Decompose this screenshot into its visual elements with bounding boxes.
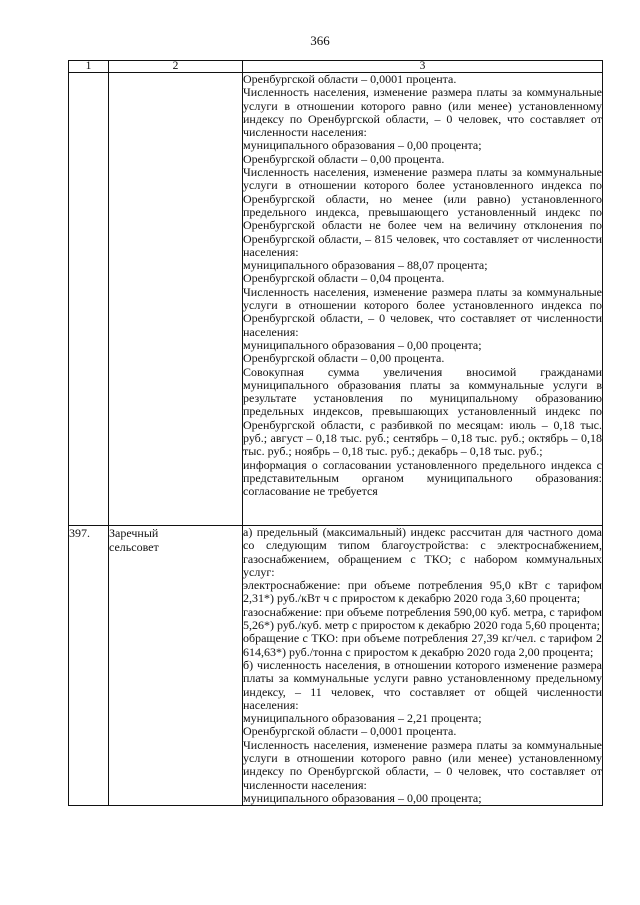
table-header-row [69,61,603,73]
text-line: Оренбургской области – 0,0001 процента. [243,724,457,739]
paragraph: Совокупная сумма увеличения вносимой гражданами муниципального образования платы за коммунальные услуги в результате установления по муниципальному образованию предельных индексов, превышающих установленный индекс по Оренбургской области, с разбивкой по месяцам: июль – 0,18 тыс. руб.; август – 0,18 тыс. руб.; сентябрь – 0,18 тыс. руб.; октябрь – 0,18 тыс. руб.; ноябрь – 0,18 тыс. руб.; декабрь – 0,18 тыс. руб.; [243,364,602,459]
paragraph: б) численность населения, в отношении которого изменение размера платы за коммунальные услуги равно установленному предельному индексу, – 11 человек, что составляет от общей численности населения: [243,657,602,712]
text-line: муниципального образования – 0,00 процента; [243,337,482,352]
text-line: Оренбургской области – 0,00 процента. [243,151,445,166]
column-header: 3 [243,61,603,73]
row-content-cell [243,73,603,526]
row-number-cell: 397. [69,526,109,806]
table-row [69,526,603,806]
text-line: Оренбургской области – 0,0001 процента. [243,72,457,86]
municipality-name-line1: Заречный [109,526,159,540]
row-name-cell [109,526,243,806]
text-line: муниципального образования – 88,07 процента; [243,258,488,273]
text-line: муниципального образования – 2,21 процента; [243,711,482,726]
paragraph: а) предельный (максимальный) индекс рассчитан для частного дома со следующим типом благоустройства: с электроснабжением, газоснабжением, обращением с ТКО; с набором коммунальных услуг: [243,525,602,579]
text-line: Оренбургской области – 0,04 процента. [243,271,445,286]
page-number: 366 [310,33,330,48]
column-header: 1 [69,61,109,73]
table-row [69,73,603,526]
municipality-name-line2: сельсовет [109,540,159,554]
paragraph: Численность населения, изменение размера платы за коммунальные услуги в отношении которого равно (или менее) установленному индексу по Оренбургской области, – 0 человек, что составляет от численности населения: [243,85,602,140]
paragraph: Численность населения, изменение размера платы за коммунальные услуги в отношении которого более установленного индекса по Оренбургской области, – 0 человек, что составляет от численности населения: [243,284,602,339]
paragraph: газоснабжение: при объеме потребления 590,00 куб. метра, с тарифом 5,26*) руб./куб. метр с приростом к декабрю 2020 года 5,60 процента; [243,604,602,633]
paragraph: электроснабжение: при объеме потребления 95,0 кВт с тарифом 2,31*) руб./кВт ч с приростом к декабрю 2020 года 3,60 процента; [243,578,602,606]
data-table [68,60,603,806]
column-header: 2 [109,61,243,73]
paragraph: Численность населения, изменение размера платы за коммунальные услуги в отношении которого равно (или менее) установленному индексу по Оренбургской области, – 0 человек, что составляет от численности населения: [243,737,602,792]
row-number-cell [69,73,109,526]
row-name-cell [109,73,243,526]
paragraph: информация о согласовании установленного предельного индекса с представительным органом муниципального образования: согласование не требуется [243,457,602,499]
paragraph: Численность населения, изменение размера платы за коммунальные услуги в отношении которого более установленного индекса по Оренбургской области, но менее (или равно) установленного предельного индекса, превышающего установленный индекс по Оренбургской области не более чем на величину отклонения по Оренбургской области, – 815 человек, что составляет от численности населения: [243,165,602,259]
text-line: Оренбургской области – 0,00 процента. [243,351,445,366]
text-line: муниципального образования – 0,00 процента; [243,138,482,153]
paragraph: обращение с ТКО: при объеме потребления 27,39 кг/чел. с тарифом 2 614,63*) руб./тонна с приростом к декабрю 2020 года 2,00 процента; [243,631,602,659]
text-line: муниципального образования – 0,00 процента; [243,790,482,805]
row-content-cell [243,526,603,806]
